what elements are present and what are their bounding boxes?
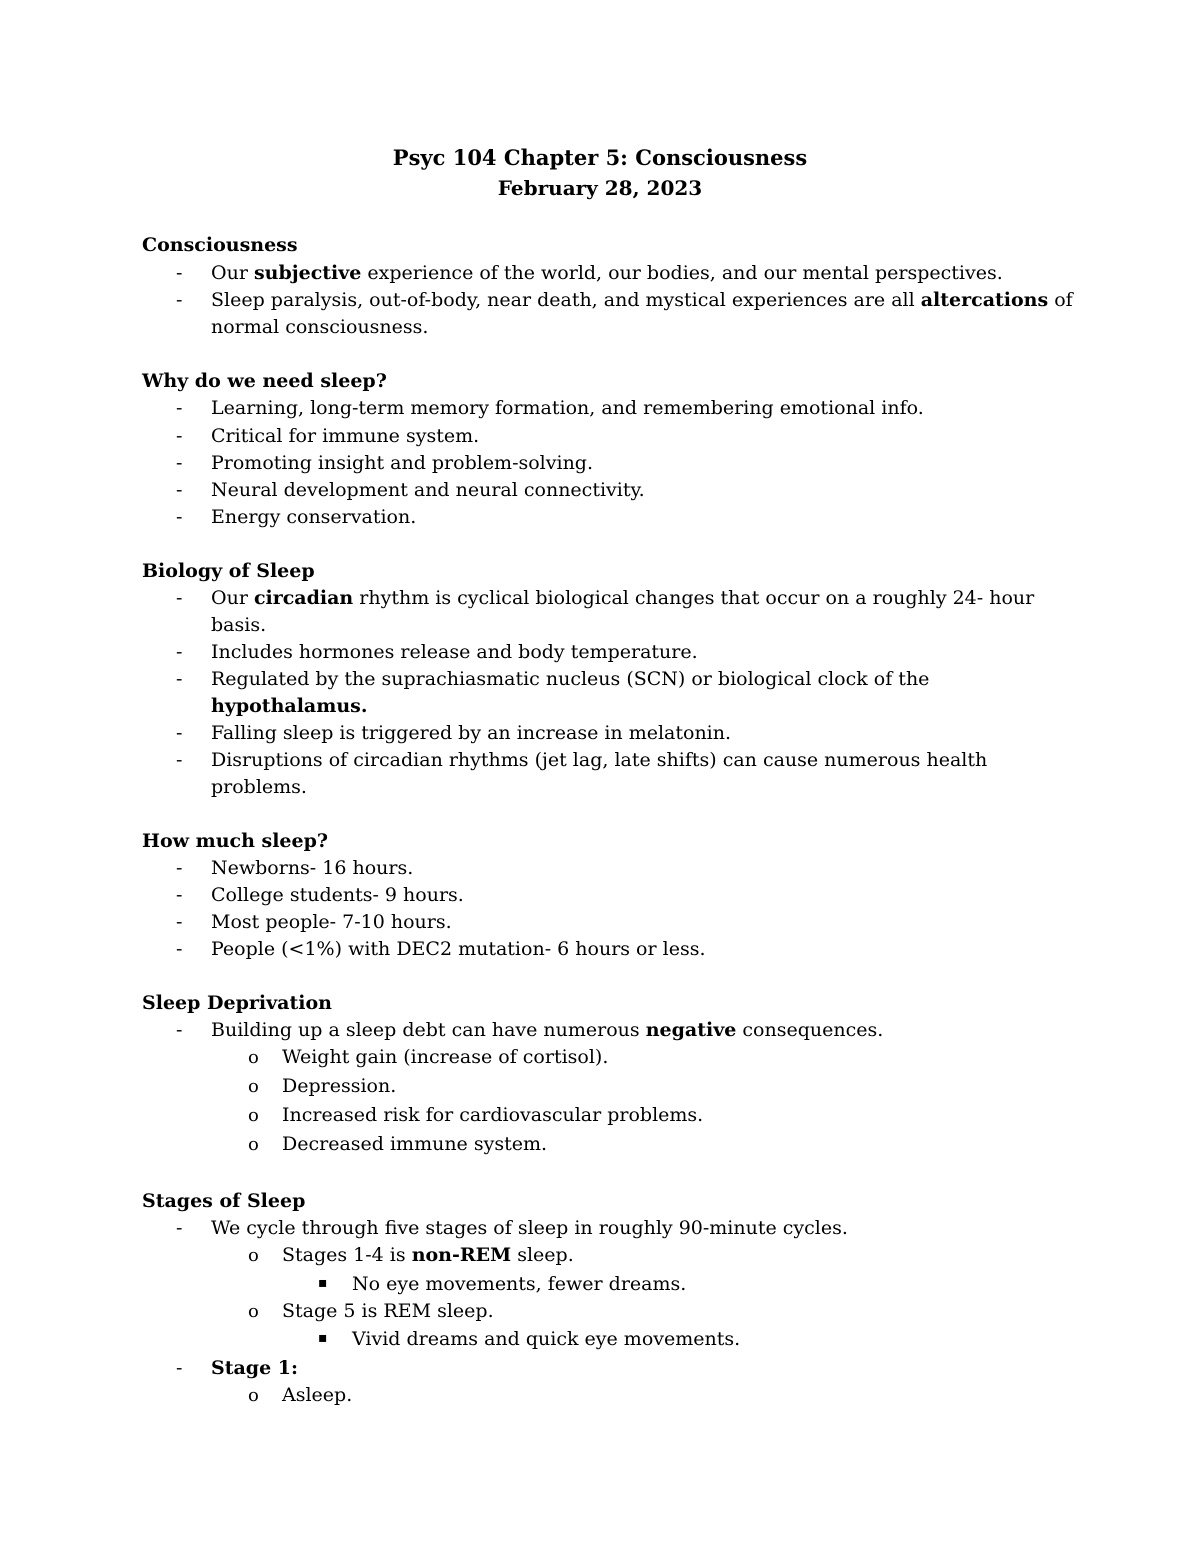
sub-list-item: Stages 1-4 is non-REM sleep.: [282, 1244, 574, 1266]
square-bullet-marker: ▪: [318, 1330, 328, 1346]
dash-bullet-marker: -: [176, 425, 183, 447]
list-item: College students- 9 hours.: [211, 884, 464, 906]
dash-bullet-marker: -: [176, 722, 183, 744]
circle-bullet-marker: o: [248, 1385, 259, 1406]
list-item: Critical for immune system.: [211, 425, 480, 447]
section-heading-why-sleep: Why do we need sleep?: [142, 370, 387, 392]
list-item-continuation: basis.: [211, 614, 267, 636]
sub-list-item: Increased risk for cardiovascular problems.: [282, 1104, 704, 1126]
circle-bullet-marker: o: [248, 1245, 259, 1266]
list-item-continuation: normal consciousness.: [211, 316, 429, 338]
sub-list-item: Depression.: [282, 1075, 397, 1097]
section-heading-consciousness: Consciousness: [142, 234, 298, 256]
list-item: Most people- 7-10 hours.: [211, 911, 452, 933]
circle-bullet-marker: o: [248, 1076, 259, 1097]
list-item: Neural development and neural connectivity.: [211, 479, 645, 501]
section-heading-deprivation: Sleep Deprivation: [142, 992, 332, 1014]
circle-bullet-marker: o: [248, 1105, 259, 1126]
sub-sub-list-item: No eye movements, fewer dreams.: [352, 1273, 687, 1295]
list-item-continuation: hypothalamus.: [211, 695, 368, 717]
list-item-continuation: problems.: [211, 776, 307, 798]
dash-bullet-marker: -: [176, 479, 183, 501]
sub-list-item: Weight gain (increase of cortisol).: [282, 1046, 609, 1068]
document-title: Psyc 104 Chapter 5: Consciousness: [392, 145, 808, 170]
section-heading-biology: Biology of Sleep: [142, 560, 315, 582]
dash-bullet-marker: -: [176, 397, 183, 419]
list-item: Includes hormones release and body temperature.: [211, 641, 698, 663]
list-item: We cycle through five stages of sleep in roughly 90-minute cycles.: [211, 1217, 848, 1239]
list-item: Our subjective experience of the world, our bodies, and our mental perspectives.: [211, 262, 1003, 284]
dash-bullet-marker: -: [176, 641, 183, 663]
dash-bullet-marker: -: [176, 1217, 183, 1239]
list-item: Falling sleep is triggered by an increase in melatonin.: [211, 722, 732, 744]
section-heading-how-much: How much sleep?: [142, 830, 329, 852]
list-item: Promoting insight and problem-solving.: [211, 452, 594, 474]
dash-bullet-marker: -: [176, 1357, 183, 1379]
dash-bullet-marker: -: [176, 506, 183, 528]
document-date: February 28, 2023: [497, 176, 703, 200]
dash-bullet-marker: -: [176, 668, 183, 690]
dash-bullet-marker: -: [176, 587, 183, 609]
list-item: Newborns- 16 hours.: [211, 857, 414, 879]
dash-bullet-marker: -: [176, 452, 183, 474]
list-item: Building up a sleep debt can have numerous negative consequences.: [211, 1019, 884, 1041]
list-item: Sleep paralysis, out-of-body, near death, and mystical experiences are all altercations of: [211, 289, 1073, 311]
list-item: Energy conservation.: [211, 506, 417, 528]
list-item: People (<1%) with DEC2 mutation- 6 hours or less.: [211, 938, 706, 960]
dash-bullet-marker: -: [176, 1019, 183, 1041]
dash-bullet-marker: -: [176, 884, 183, 906]
list-item: Learning, long-term memory formation, and remembering emotional info.: [211, 397, 924, 419]
list-item: Stage 1:: [211, 1357, 299, 1379]
circle-bullet-marker: o: [248, 1301, 259, 1322]
square-bullet-marker: ▪: [318, 1275, 328, 1291]
sub-sub-list-item: Vivid dreams and quick eye movements.: [352, 1328, 741, 1350]
sub-list-item: Stage 5 is REM sleep.: [282, 1300, 494, 1322]
dash-bullet-marker: -: [176, 857, 183, 879]
section-heading-stages: Stages of Sleep: [142, 1190, 306, 1212]
list-item: Disruptions of circadian rhythms (jet lag, late shifts) can cause numerous health: [211, 749, 988, 771]
dash-bullet-marker: -: [176, 749, 183, 771]
sub-list-item: Asleep.: [282, 1384, 353, 1406]
dash-bullet-marker: -: [176, 911, 183, 933]
dash-bullet-marker: -: [176, 289, 183, 311]
list-item: Regulated by the suprachiasmatic nucleus (SCN) or biological clock of the: [211, 668, 930, 690]
list-item: Our circadian rhythm is cyclical biological changes that occur on a roughly 24- hour: [211, 587, 1035, 609]
dash-bullet-marker: -: [176, 262, 183, 284]
dash-bullet-marker: -: [176, 938, 183, 960]
sub-list-item: Decreased immune system.: [282, 1133, 548, 1155]
circle-bullet-marker: o: [248, 1134, 259, 1155]
circle-bullet-marker: o: [248, 1047, 259, 1068]
